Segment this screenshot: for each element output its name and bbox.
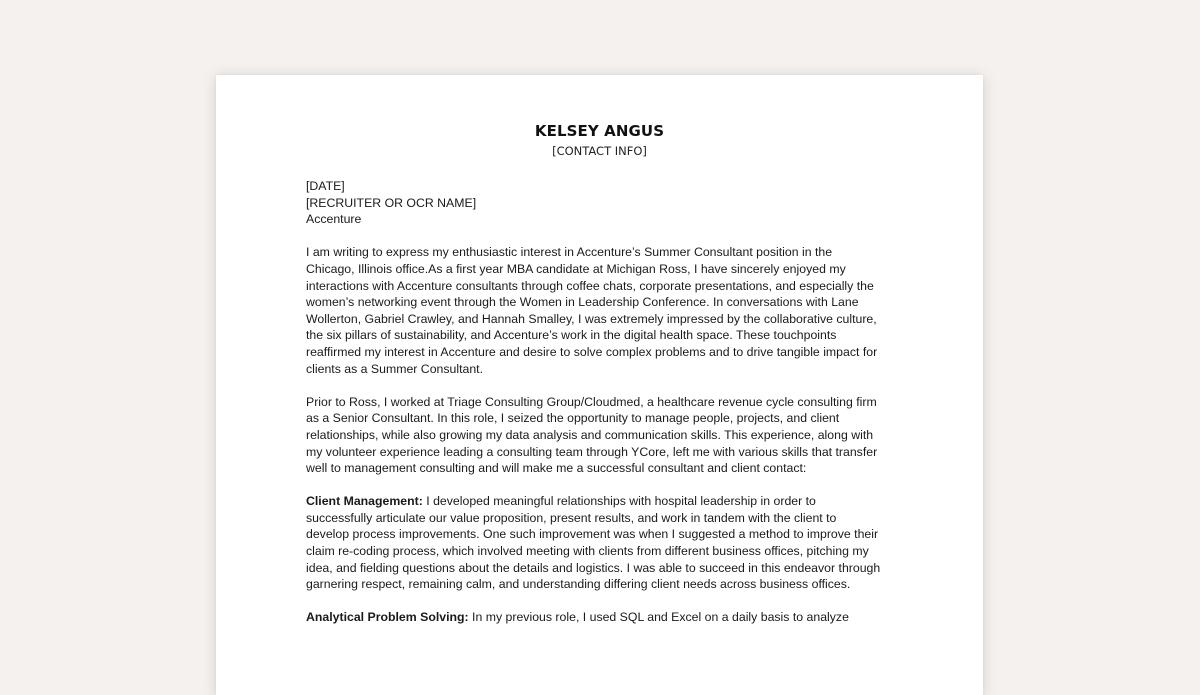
- document-page: [216, 75, 983, 695]
- paragraph-line: claim re-coding process, which involved meeting with clients from different business offices, pitching my: [306, 544, 869, 559]
- paragraph-line: as a Senior Consultant. In this role, I seized the opportunity to manage people, projects, and client: [306, 411, 840, 426]
- paragraph-line: well to management consulting and will make me a successful consultant and client contact:: [306, 461, 807, 476]
- recipient-line: [RECRUITER OR OCR NAME]: [306, 195, 477, 210]
- paragraph-line: Chicago, Illinois office.As a first year MBA candidate at Michigan Ross, I have sincerely enjoyed my: [306, 261, 846, 276]
- paragraph-line: garnering respect, remaining calm, and understanding differing client needs across business offices.: [306, 577, 851, 592]
- paragraph-line: my volunteer experience leading a consulting team through YCore, left me with various skills that transfer: [306, 444, 878, 459]
- paragraph-line: Prior to Ross, I worked at Triage Consulting Group/Cloudmed, a healthcare revenue cycle consulting firm: [306, 394, 877, 409]
- paragraph-line: [306, 493, 906, 510]
- paragraph-line: I am writing to express my enthusiastic interest in Accenture’s Summer Consultant position in the: [306, 245, 833, 260]
- paragraph-analytical: [306, 609, 906, 626]
- paragraph-client-management: [306, 493, 906, 593]
- analytical-heading: Analytical Problem Solving:: [306, 610, 469, 625]
- candidate-name: KELSEY ANGUS: [534, 122, 665, 140]
- paragraph-line: women’s networking event through the Women in Leadership Conference. In conversations with Lane: [306, 295, 859, 310]
- letter-body: [306, 178, 906, 643]
- paragraph-intro: [306, 244, 906, 377]
- paragraph-line: reaffirmed my interest in Accenture and desire to solve complex problems and to drive tangible impact for: [306, 344, 878, 359]
- paragraph-line: clients as a Summer Consultant.: [306, 361, 484, 376]
- paragraph-line: relationships, while also growing my data analysis and communication skills. This experience, along with: [306, 427, 874, 442]
- paragraph-line: successfully articulate our value proposition, present results, and work in tandem with the client to: [306, 510, 837, 525]
- date-line: [DATE]: [306, 179, 345, 193]
- contact-info: [CONTACT INFO]: [552, 144, 647, 158]
- paragraph-line: interactions with Accenture consultants through coffee chats, corporate presentations, and especially the: [306, 278, 874, 293]
- paragraph-line: develop process improvements. One such improvement was when I suggested a method to improve their: [306, 527, 879, 542]
- paragraph-line: idea, and fielding questions about the details and logistics. I was able to succeed in this endeavor through: [306, 560, 881, 575]
- client-management-text: I developed meaningful relationships with hospital leadership in order to: [422, 494, 816, 509]
- paragraph-line: Wollerton, Gabriel Crawley, and Hannah Smalley, I was extremely impressed by the collaborative culture,: [306, 311, 877, 326]
- client-management-heading: Client Management:: [306, 494, 423, 509]
- paragraph-line: [306, 609, 906, 626]
- address-block: [306, 178, 906, 228]
- analytical-text: In my previous role, I used SQL and Excel on a daily basis to analyze: [468, 610, 849, 625]
- paragraph-experience: [306, 394, 906, 477]
- paragraph-line: the six pillars of sustainability, and Accenture’s work in the digital health space. These touchpoints: [306, 328, 837, 343]
- company-line: Accenture: [306, 212, 362, 227]
